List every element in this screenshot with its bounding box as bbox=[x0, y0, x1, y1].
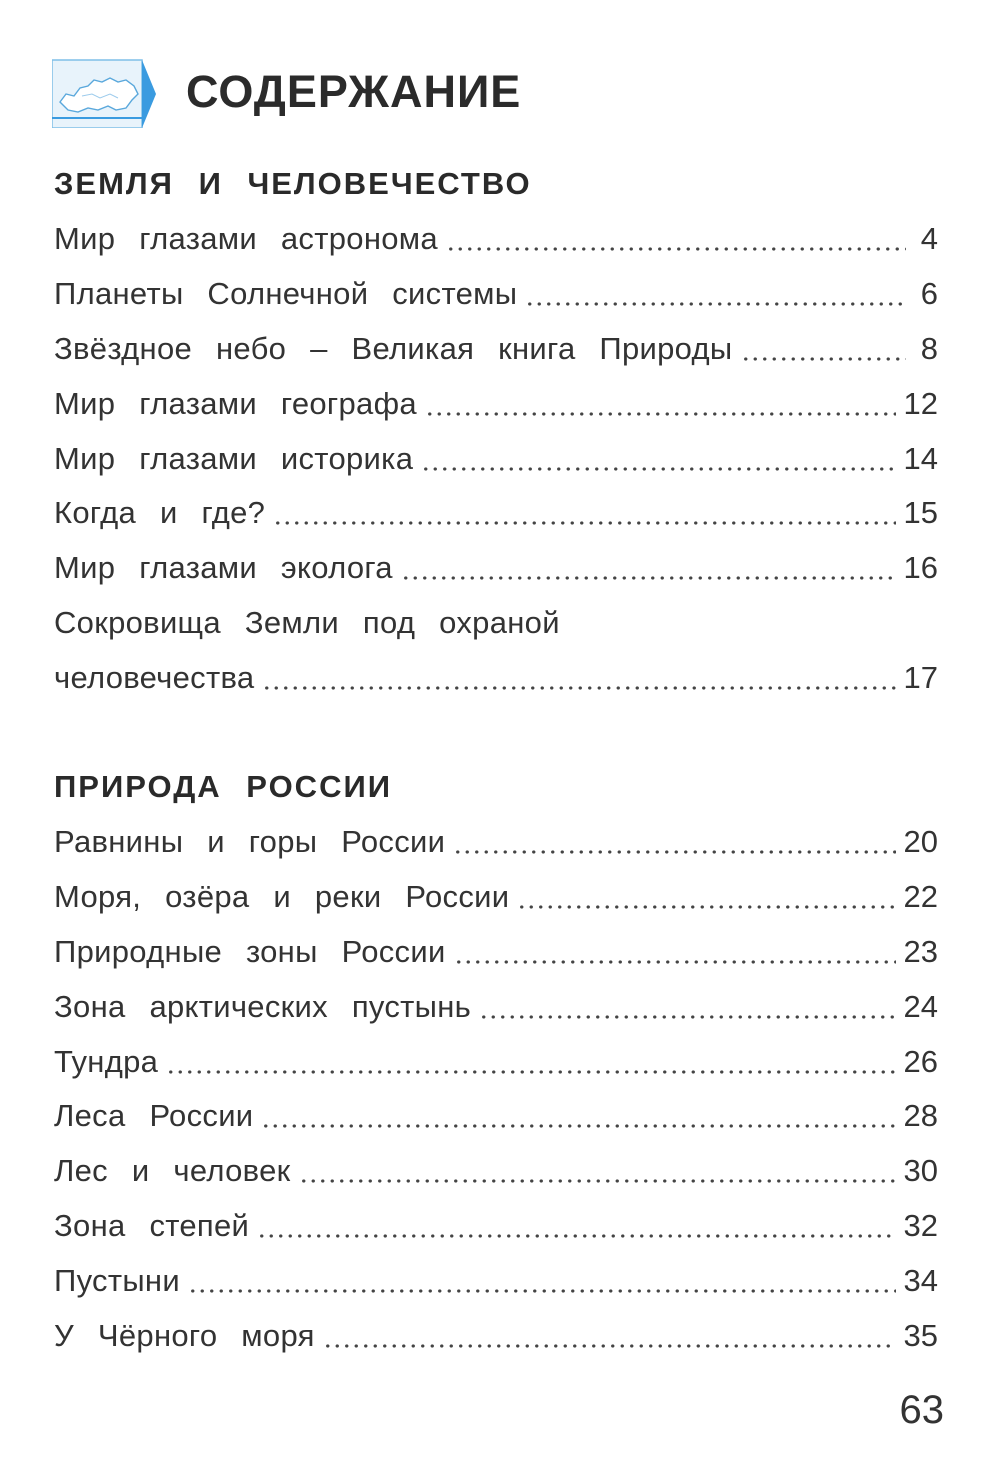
entry-page: 12 bbox=[903, 385, 938, 421]
entry-page: 30 bbox=[903, 1153, 938, 1189]
entry-page: 22 bbox=[903, 879, 938, 915]
entry-page: 32 bbox=[903, 1207, 938, 1243]
dot-leader bbox=[453, 849, 895, 855]
toc-entry[interactable] bbox=[54, 1199, 938, 1254]
dot-leader bbox=[454, 959, 896, 965]
dot-leader bbox=[262, 685, 895, 691]
toc-entry[interactable] bbox=[54, 870, 938, 925]
toc-entry[interactable] bbox=[54, 1253, 938, 1308]
entry-title: Мир глазами историка bbox=[54, 440, 414, 476]
entry-page: 26 bbox=[903, 1043, 938, 1079]
entry-page: 34 bbox=[903, 1262, 938, 1298]
dot-leader bbox=[257, 1233, 895, 1239]
entry-page: 4 bbox=[920, 221, 938, 257]
entry-page: 8 bbox=[920, 330, 938, 366]
dot-leader bbox=[479, 1014, 895, 1020]
dot-leader bbox=[421, 466, 895, 472]
toc-entry[interactable] bbox=[54, 650, 938, 705]
toc-entry[interactable] bbox=[54, 1144, 938, 1199]
section-nature-of-russia bbox=[54, 759, 938, 1363]
entry-title: Лес и человек bbox=[54, 1153, 291, 1189]
entry-title: Мир глазами географа bbox=[54, 385, 417, 421]
dot-leader bbox=[741, 356, 906, 362]
toc-entry[interactable] bbox=[54, 925, 938, 980]
toc-entry[interactable] bbox=[54, 541, 938, 596]
toc-entry[interactable] bbox=[54, 486, 938, 541]
entry-page: 24 bbox=[903, 988, 938, 1024]
entry-title: Планеты Солнечной системы bbox=[54, 276, 518, 312]
dot-leader bbox=[517, 904, 895, 910]
entry-page: 28 bbox=[903, 1098, 938, 1134]
entry-title: Пустыни bbox=[54, 1262, 180, 1298]
dot-leader bbox=[299, 1178, 896, 1184]
entry-title: Равнины и горы России bbox=[54, 824, 446, 860]
dot-leader bbox=[446, 246, 906, 252]
dot-leader bbox=[166, 1069, 895, 1075]
section-heading: ЗЕМЛЯ И ЧЕЛОВЕЧЕСТВО bbox=[54, 166, 532, 201]
dot-leader bbox=[525, 301, 906, 307]
dot-leader bbox=[188, 1288, 896, 1294]
toc-entry[interactable] bbox=[54, 376, 938, 431]
entry-page: 23 bbox=[903, 933, 938, 969]
dot-leader bbox=[323, 1343, 896, 1349]
toc-entry[interactable] bbox=[54, 212, 938, 267]
entry-title: Мир глазами эколога bbox=[54, 550, 393, 586]
entry-title: Моря, озёра и реки России bbox=[54, 879, 510, 915]
entry-page: 6 bbox=[920, 276, 938, 312]
entry-title: Тундра bbox=[54, 1043, 159, 1079]
entry-title: Когда и где? bbox=[54, 495, 266, 531]
entry-page: 20 bbox=[903, 824, 938, 860]
dot-leader bbox=[261, 1123, 895, 1129]
dot-leader bbox=[273, 520, 895, 526]
entry-page: 14 bbox=[903, 440, 938, 476]
entry-title: У Чёрного моря bbox=[54, 1317, 315, 1353]
section-heading: ПРИРОДА РОССИИ bbox=[54, 769, 393, 804]
entry-title: Природные зоны России bbox=[54, 933, 446, 969]
section-earth-and-humanity bbox=[54, 156, 938, 705]
toc-entry[interactable] bbox=[54, 322, 938, 377]
toc-entry[interactable] bbox=[54, 1089, 938, 1144]
toc-entry[interactable] bbox=[54, 1034, 938, 1089]
toc-entry[interactable] bbox=[54, 1308, 938, 1363]
toc-entry[interactable] bbox=[54, 431, 938, 486]
page-number: 63 bbox=[899, 1388, 944, 1432]
toc-entry[interactable] bbox=[54, 979, 938, 1034]
dot-leader bbox=[401, 575, 896, 581]
toc-entry[interactable] bbox=[54, 596, 938, 651]
entry-page: 35 bbox=[903, 1317, 938, 1353]
entry-title: Мир глазами астронома bbox=[54, 221, 438, 257]
entry-page: 17 bbox=[903, 659, 938, 695]
russia-map-icon bbox=[52, 56, 158, 128]
entry-title: Звёздное небо – Великая книга Природы bbox=[54, 330, 733, 366]
toc-entry[interactable] bbox=[54, 815, 938, 870]
dot-leader bbox=[425, 411, 896, 417]
page-header bbox=[52, 56, 521, 128]
entry-title: Зона степей bbox=[54, 1207, 250, 1243]
entry-title: человечества bbox=[54, 659, 255, 695]
page-title: СОДЕРЖАНИЕ bbox=[186, 66, 522, 117]
entry-title: Леса России bbox=[54, 1098, 254, 1134]
entry-page: 16 bbox=[903, 550, 938, 586]
entry-title: Сокровища Земли под охраной bbox=[54, 604, 560, 640]
toc-entry[interactable] bbox=[54, 267, 938, 322]
entry-title: Зона арктических пустынь bbox=[54, 988, 472, 1024]
entry-page: 15 bbox=[903, 495, 938, 531]
